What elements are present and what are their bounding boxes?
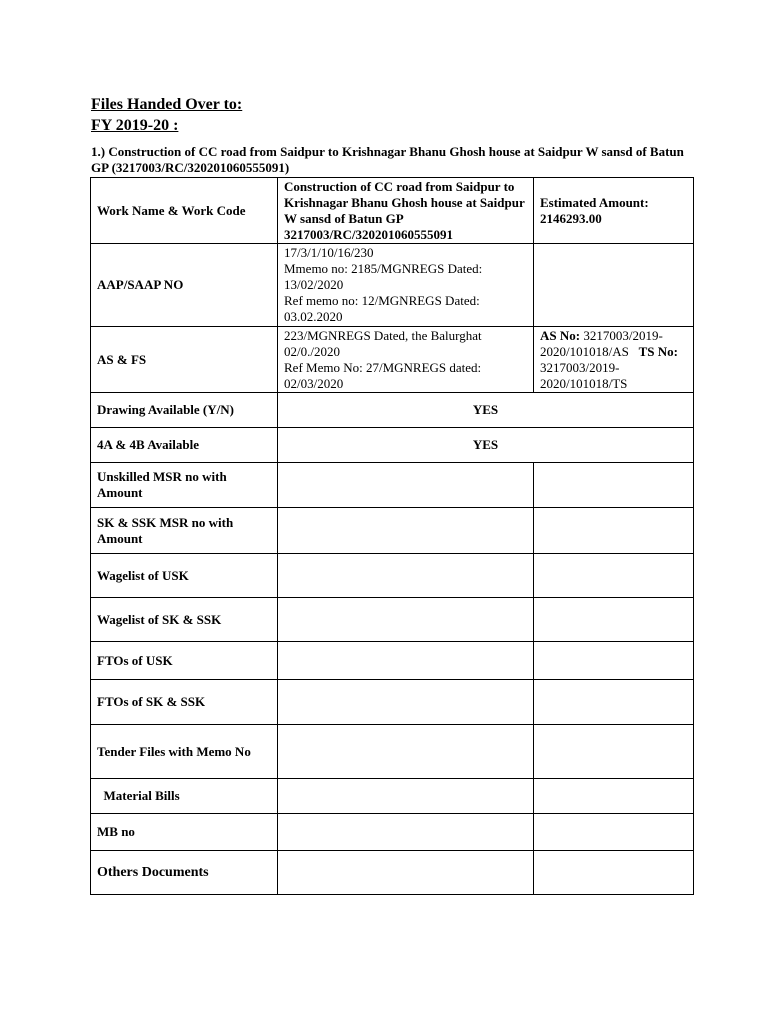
aap-line-2: Mmemo no: 2185/MGNREGS Dated: 13/02/2020 <box>284 261 483 292</box>
table-row-4a4b <box>91 428 694 463</box>
others-cell-2 <box>534 851 694 895</box>
heading-files-handed-over: Files Handed Over to: <box>91 96 243 113</box>
work-name-value: Construction of CC road from Saidpur to Krishnagar Bhanu Ghosh house at Saidpur W sansd of Batun GP 3217003/RC/320201060555091 <box>278 178 534 244</box>
wagelist-sk-cell-1 <box>278 598 534 642</box>
mb-cell-2 <box>534 814 694 851</box>
fto-sk-cell-2 <box>534 680 694 725</box>
row-label-others: Others Documents <box>91 851 278 895</box>
tender-cell-2 <box>534 725 694 779</box>
row-label-4a4b: 4A & 4B Available <box>91 428 278 463</box>
ts-no-value: 3217003/2019-2020/101018/TS <box>540 359 628 391</box>
row-label-material: Material Bills <box>91 779 278 814</box>
table-row-unskilled <box>91 463 694 508</box>
mb-cell-1 <box>278 814 534 851</box>
as-no-label: AS No: <box>540 327 581 343</box>
table-row-fto-usk <box>91 642 694 680</box>
table-row-fto-sk <box>91 680 694 725</box>
aap-line-3: Ref memo no: 12/MGNREGS Dated: 03.02.2020 <box>284 293 480 324</box>
estimated-amount: Estimated Amount: 2146293.00 <box>534 178 694 244</box>
row-label-fto-usk: FTOs of USK <box>91 642 278 680</box>
as-ts-numbers <box>534 327 694 393</box>
table-row-wagelist-usk <box>91 554 694 598</box>
ts-no-label: TS No: <box>638 343 678 359</box>
4a4b-value: YES <box>278 428 694 463</box>
wagelist-sk-cell-2 <box>534 598 694 642</box>
as-no-value: 3217003/2019-2020/101018/AS <box>540 327 663 359</box>
sk-ssk-cell-1 <box>278 508 534 554</box>
aap-extra <box>534 244 694 327</box>
drawing-value: YES <box>278 393 694 428</box>
handover-table <box>90 177 694 895</box>
asfs-value <box>278 327 534 393</box>
table-row-mb <box>91 814 694 851</box>
aap-value <box>278 244 534 327</box>
table-row-work <box>91 178 694 244</box>
work-intro: 1.) Construction of CC road from Saidpur to Krishnagar Bhanu Ghosh house at Saidpur W sansd of Batun GP (3217003/RC/320201060555091) <box>91 144 684 175</box>
table-row-tender <box>91 725 694 779</box>
row-label-mb: MB no <box>91 814 278 851</box>
aap-line-1: 17/3/1/10/16/230 <box>284 245 374 260</box>
material-cell-2 <box>534 779 694 814</box>
row-label-aap: AAP/SAAP NO <box>91 244 278 327</box>
row-label-sk-ssk: SK & SSK MSR no with Amount <box>91 508 278 554</box>
wagelist-usk-cell-1 <box>278 554 534 598</box>
row-label-drawing: Drawing Available (Y/N) <box>91 393 278 428</box>
asfs-line-2: Ref Memo No: 27/MGNREGS dated: 02/03/2020 <box>284 359 482 391</box>
asfs-line-1: 223/MGNREGS Dated, the Balurghat 02/0./2020 <box>284 327 482 359</box>
unskilled-cell-1 <box>278 463 534 508</box>
table-row-others <box>91 851 694 895</box>
row-label-asfs: AS & FS <box>91 327 278 393</box>
table-row-wagelist-sk <box>91 598 694 642</box>
fto-sk-cell-1 <box>278 680 534 725</box>
table-row-drawing <box>91 393 694 428</box>
heading-fiscal-year: FY 2019-20 : <box>91 117 179 134</box>
fto-usk-cell-2 <box>534 642 694 680</box>
row-label-unskilled: Unskilled MSR no with Amount <box>91 463 278 508</box>
sk-ssk-cell-2 <box>534 508 694 554</box>
row-label-work: Work Name & Work Code <box>91 178 278 244</box>
wagelist-usk-cell-2 <box>534 554 694 598</box>
table-row-material <box>91 779 694 814</box>
row-label-wagelist-sk: Wagelist of SK & SSK <box>91 598 278 642</box>
table-row-aap <box>91 244 694 327</box>
fto-usk-cell-1 <box>278 642 534 680</box>
table-row-asfs <box>91 327 694 393</box>
table-row-sk-ssk <box>91 508 694 554</box>
tender-cell-1 <box>278 725 534 779</box>
row-label-tender: Tender Files with Memo No <box>91 725 278 779</box>
row-label-fto-sk: FTOs of SK & SSK <box>91 680 278 725</box>
unskilled-cell-2 <box>534 463 694 508</box>
others-cell-1 <box>278 851 534 895</box>
row-label-wagelist-usk: Wagelist of USK <box>91 554 278 598</box>
material-cell-1 <box>278 779 534 814</box>
